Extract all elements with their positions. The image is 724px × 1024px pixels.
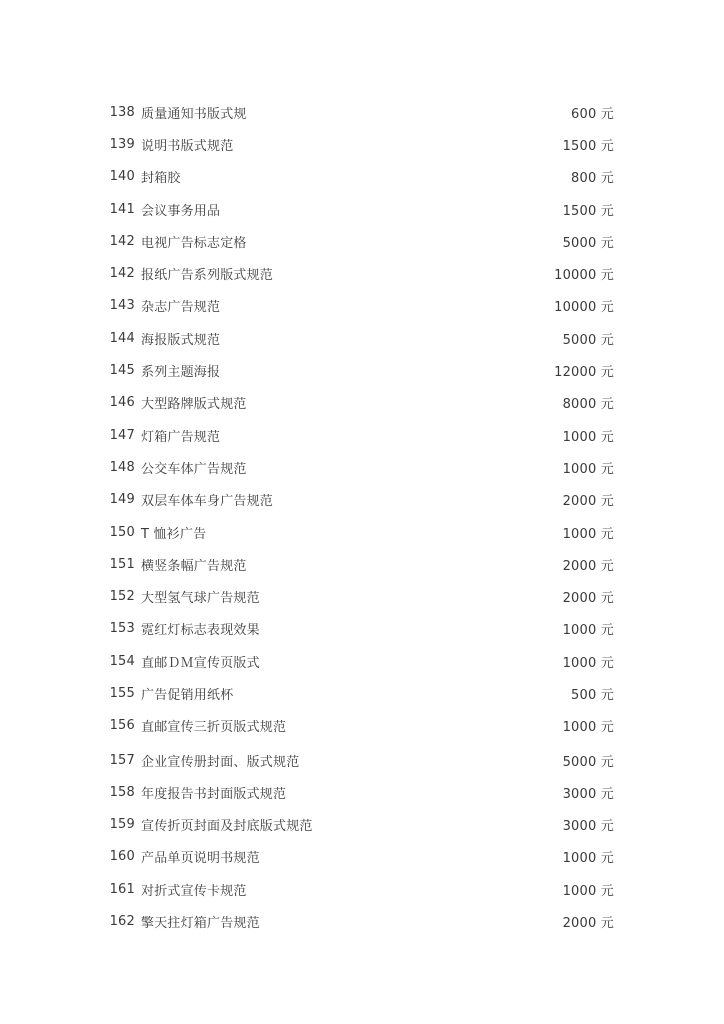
item-price: 1000 元 [562, 461, 614, 477]
item-price: 1000 元 [562, 623, 614, 639]
item-price: 2000 元 [562, 916, 614, 932]
item-price: 3000 元 [562, 819, 614, 835]
item-price: 1000 元 [562, 655, 614, 671]
item-name: 企业宣传册封面、版式规范 [141, 754, 300, 770]
list-item [107, 645, 614, 677]
item-number: 147 [109, 427, 135, 443]
list-item [107, 580, 614, 612]
item-price: 2000 元 [562, 558, 614, 574]
item-price: 500 元 [571, 687, 614, 703]
item-label [107, 264, 273, 283]
item-number: 142 [109, 233, 135, 249]
item-label [107, 393, 247, 412]
item-number: 141 [109, 201, 135, 217]
item-number: 155 [109, 685, 135, 701]
item-label [107, 103, 247, 122]
list-item [107, 387, 614, 419]
item-label [107, 815, 313, 834]
list-item [107, 548, 614, 580]
item-name: 广告促销用纸杯 [141, 687, 234, 703]
list-item [107, 225, 614, 257]
item-name: 质量通知书版式规 [141, 106, 247, 122]
item-label [107, 167, 181, 186]
item-price: 2000 元 [562, 494, 614, 510]
item-number: 142 [109, 266, 135, 282]
item-name: 灯箱广告规范 [141, 429, 221, 445]
item-name: 产品单页说明书规范 [141, 851, 260, 867]
item-number: 160 [109, 849, 135, 865]
item-number: 151 [109, 556, 135, 572]
item-label [107, 296, 220, 315]
list-item [107, 419, 614, 451]
item-price: 800 元 [571, 171, 614, 187]
list-item [107, 677, 614, 709]
item-label [107, 329, 220, 348]
list-item [107, 451, 614, 483]
item-label [107, 458, 247, 477]
item-label [107, 783, 286, 802]
item-name: 双层车体车身广告规范 [141, 494, 274, 510]
list-item [107, 128, 614, 160]
list-item [107, 776, 614, 808]
item-price: 1500 元 [562, 138, 614, 154]
item-label [107, 847, 260, 866]
list-item [107, 96, 614, 128]
item-number: 158 [109, 784, 135, 800]
item-label [107, 751, 299, 770]
item-number: 144 [109, 330, 135, 346]
item-number: 149 [109, 492, 135, 508]
item-price: 1000 元 [562, 429, 614, 445]
item-label [107, 426, 220, 445]
item-name: 大型路牌版式规范 [141, 397, 247, 413]
item-number: 161 [109, 881, 135, 897]
item-label [107, 523, 206, 542]
item-price: 10000 元 [554, 268, 614, 284]
list-item [107, 710, 614, 742]
item-name: 擎天拄灯箱广告规范 [141, 916, 260, 932]
item-name: 对折式宣传卡规范 [141, 883, 247, 899]
item-number: 138 [109, 104, 135, 120]
list-item [107, 613, 614, 645]
list-item [107, 257, 614, 289]
list-item [107, 905, 614, 937]
item-price: 600 元 [571, 106, 614, 122]
item-number: 157 [109, 752, 135, 768]
item-label [107, 361, 220, 380]
list-item [107, 744, 614, 776]
item-number: 143 [109, 298, 135, 314]
item-label [107, 619, 260, 638]
list-item [107, 354, 614, 386]
item-label [107, 135, 233, 154]
item-label [107, 232, 247, 251]
item-price: 1000 元 [562, 526, 614, 542]
item-label [107, 716, 286, 735]
item-number: 148 [109, 459, 135, 475]
item-number: 145 [109, 363, 135, 379]
item-name: 说明书版式规范 [141, 138, 234, 154]
item-price: 1500 元 [562, 203, 614, 219]
list-item [107, 322, 614, 354]
item-number: 139 [109, 136, 135, 152]
item-name: 直邮ＤＭ宣传页版式 [141, 655, 260, 671]
item-name: 海报版式规范 [141, 332, 221, 348]
list-item [107, 161, 614, 193]
item-name: 系列主题海报 [141, 365, 221, 381]
item-label [107, 490, 273, 509]
item-name: 年度报告书封面版式规范 [141, 786, 287, 802]
item-number: 150 [109, 524, 135, 540]
item-price: 8000 元 [562, 397, 614, 413]
item-number: 140 [109, 169, 135, 185]
item-label [107, 880, 247, 899]
item-number: 162 [109, 914, 135, 930]
item-name: 杂志广告规范 [141, 300, 221, 316]
item-price: 1000 元 [562, 851, 614, 867]
item-price: 5000 元 [562, 235, 614, 251]
item-name: 直邮宣传三折页版式规范 [141, 720, 287, 736]
list-item [107, 841, 614, 873]
item-name: 报纸广告系列版式规范 [141, 268, 274, 284]
item-name: 公交车体广告规范 [141, 461, 247, 477]
item-price: 1000 元 [562, 720, 614, 736]
item-price: 5000 元 [562, 754, 614, 770]
item-label [107, 652, 260, 671]
list-item [107, 484, 614, 516]
list-item [107, 809, 614, 841]
item-number: 153 [109, 621, 135, 637]
item-number: 154 [109, 653, 135, 669]
item-label [107, 912, 260, 931]
item-number: 156 [109, 718, 135, 734]
list-item [107, 873, 614, 905]
item-label [107, 587, 260, 606]
item-price: 5000 元 [562, 332, 614, 348]
price-list [107, 96, 614, 938]
item-name: 大型氢气球广告规范 [141, 591, 260, 607]
list-item [107, 516, 614, 548]
list-item [107, 290, 614, 322]
item-name: 封箱胶 [141, 171, 181, 187]
item-name: 霓红灯标志表现效果 [141, 623, 260, 639]
item-number: 152 [109, 589, 135, 605]
item-price: 1000 元 [562, 883, 614, 899]
item-number: 159 [109, 817, 135, 833]
item-label [107, 555, 247, 574]
item-number: 146 [109, 395, 135, 411]
item-name: T 恤衫广告 [141, 526, 207, 542]
item-name: 横竖条幅广告规范 [141, 558, 247, 574]
item-price: 12000 元 [554, 365, 614, 381]
item-label [107, 684, 233, 703]
item-price: 3000 元 [562, 786, 614, 802]
item-price: 10000 元 [554, 300, 614, 316]
item-label [107, 200, 220, 219]
list-item [107, 193, 614, 225]
item-price: 2000 元 [562, 591, 614, 607]
item-name: 会议事务用品 [141, 203, 221, 219]
item-name: 宣传折页封面及封底版式规范 [141, 819, 313, 835]
item-name: 电视广告标志定格 [141, 235, 247, 251]
